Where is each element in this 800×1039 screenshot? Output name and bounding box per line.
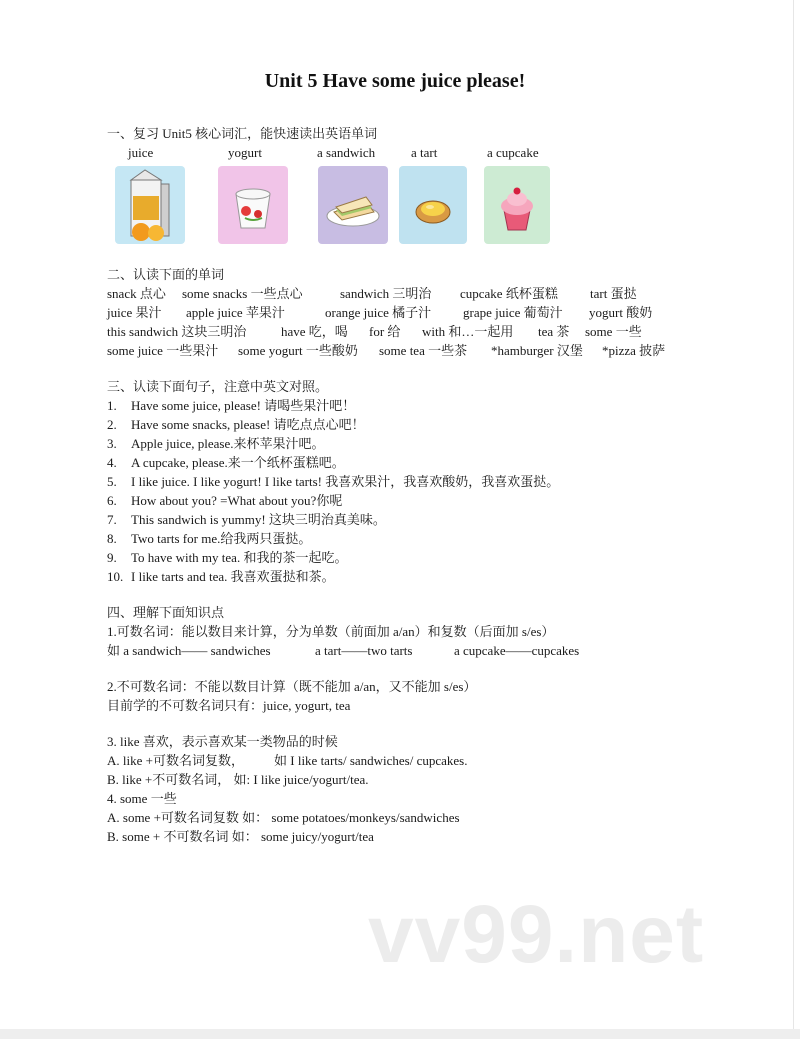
sentence-7: 7. This sandwich is yummy! 这块三明治真美味。 [107, 512, 386, 527]
countable-noun-rule: 1.可数名词：能以数目来计算，分为单数（前面加 a/an）和复数（后面加 s/es） [107, 624, 555, 639]
page-title: Unit 5 Have some juice please! [264, 70, 526, 92]
word-item: yogurt 酸奶 [589, 305, 653, 320]
like-rule-a [107, 752, 468, 770]
like-rule: 3. like 喜欢，表示喜欢某一类物品的时候 [107, 734, 338, 749]
rule-example: 如 I like tarts/ sandwiches/ cupcakes. [274, 753, 468, 768]
word-item: tea 茶 [538, 324, 570, 339]
sandwich-plate-icon [318, 166, 388, 244]
countable-noun-examples [107, 642, 579, 660]
page-bottom-band [0, 1029, 800, 1039]
word-item: tart 蛋挞 [590, 286, 637, 301]
like-rule-b: B. like +不可数名词， 如: I like juice/yogurt/tea. [107, 772, 369, 787]
sentence-9: 9. To have with my tea. 和我的茶一起吃。 [107, 550, 348, 565]
word-a-sandwich: a sandwich [317, 145, 376, 160]
word-item: some yogurt 一些酸奶 [238, 343, 358, 358]
sentence-2: 2. Have some snacks, please! 请吃点点心吧！ [107, 417, 365, 432]
word-item: some tea 一些茶 [379, 343, 468, 358]
word-row-3 [107, 323, 642, 341]
word-yogurt: yogurt [228, 145, 262, 160]
sentence-5: 5. I like juice. I like yogurt! I like tarts! 我喜欢果汁，我喜欢酸奶，我喜欢蛋挞。 [107, 474, 560, 489]
yogurt-cup-icon [218, 166, 288, 244]
section2-heading: 二、认读下面的单词 [107, 267, 225, 282]
sentence-4: 4. A cupcake, please.来一个纸杯蛋糕吧。 [107, 455, 345, 470]
cupcake-icon [484, 166, 550, 244]
word-item: orange juice 橘子汁 [325, 305, 432, 320]
word-item: some snacks 一些点心 [182, 286, 303, 301]
word-item: cupcake 纸杯蛋糕 [460, 286, 558, 301]
section3-heading: 三、认读下面句子，注意中英文对照。 [107, 379, 329, 394]
sentence-6: 6. How about you? =What about you?你呢 [107, 493, 343, 508]
word-item: apple juice 苹果汁 [186, 305, 285, 320]
word-item: *hamburger 汉堡 [491, 343, 583, 358]
word-item: for 给 [369, 324, 401, 339]
word-item: *pizza 披萨 [602, 343, 666, 358]
watermark: vv99.net [368, 889, 705, 980]
some-rule-a: A. some +可数名词复数 如： some potatoes/monkeys/sandwiches [107, 810, 460, 825]
sentence-8: 8. Two tarts for me.给我两只蛋挞。 [107, 531, 312, 546]
word-row-1 [107, 285, 637, 303]
word-item: juice 果汁 [107, 305, 162, 320]
example-item: 如 a sandwich—— sandwiches [107, 643, 271, 658]
word-item: grape juice 葡萄汁 [463, 305, 563, 320]
word-item: snack 点心 [107, 286, 166, 301]
rule-text: A. like +可数名词复数， [107, 753, 244, 768]
uncountable-noun-list: 目前学的不可数名词只有：juice, yogurt, tea [107, 698, 351, 713]
word-item: this sandwich 这块三明治 [107, 324, 247, 339]
word-item: some 一些 [585, 324, 642, 339]
example-item: a cupcake——cupcakes [454, 643, 580, 658]
some-rule: 4. some 一些 [107, 791, 177, 806]
sentence-3: 3. Apple juice, please.来杯苹果汁吧。 [107, 436, 325, 451]
word-juice: juice [128, 145, 154, 160]
word-item: with 和…一起用 [422, 324, 514, 339]
section1-heading: 一、复习 Unit5 核心词汇，能快速读出英语单词 [107, 126, 378, 141]
egg-tart-icon [399, 166, 467, 244]
word-item: sandwich 三明治 [340, 286, 432, 301]
word-item: have 吃，喝 [281, 324, 348, 339]
sentence-1: 1. Have some juice, please! 请喝些果汁吧！ [107, 398, 356, 413]
word-row-2 [107, 304, 652, 322]
word-item: some juice 一些果汁 [107, 343, 219, 358]
some-rule-b: B. some + 不可数名词 如： some juicy/yogurt/tea [107, 829, 374, 844]
section4-heading: 四、理解下面知识点 [107, 605, 225, 620]
word-row-4 [107, 342, 665, 360]
vocabulary-picture-row [100, 145, 570, 250]
sentence-10: 10. I like tarts and tea. 我喜欢蛋挞和茶。 [107, 569, 335, 584]
page-edge [793, 0, 794, 1039]
example-item: a tart——two tarts [315, 643, 413, 658]
uncountable-noun-rule: 2.不可数名词：不能以数目计算（既不能加 a/an，又不能加 s/es） [107, 679, 477, 694]
word-a-cupcake: a cupcake [487, 145, 539, 160]
word-a-tart: a tart [411, 145, 438, 160]
juice-carton-icon [115, 166, 185, 244]
